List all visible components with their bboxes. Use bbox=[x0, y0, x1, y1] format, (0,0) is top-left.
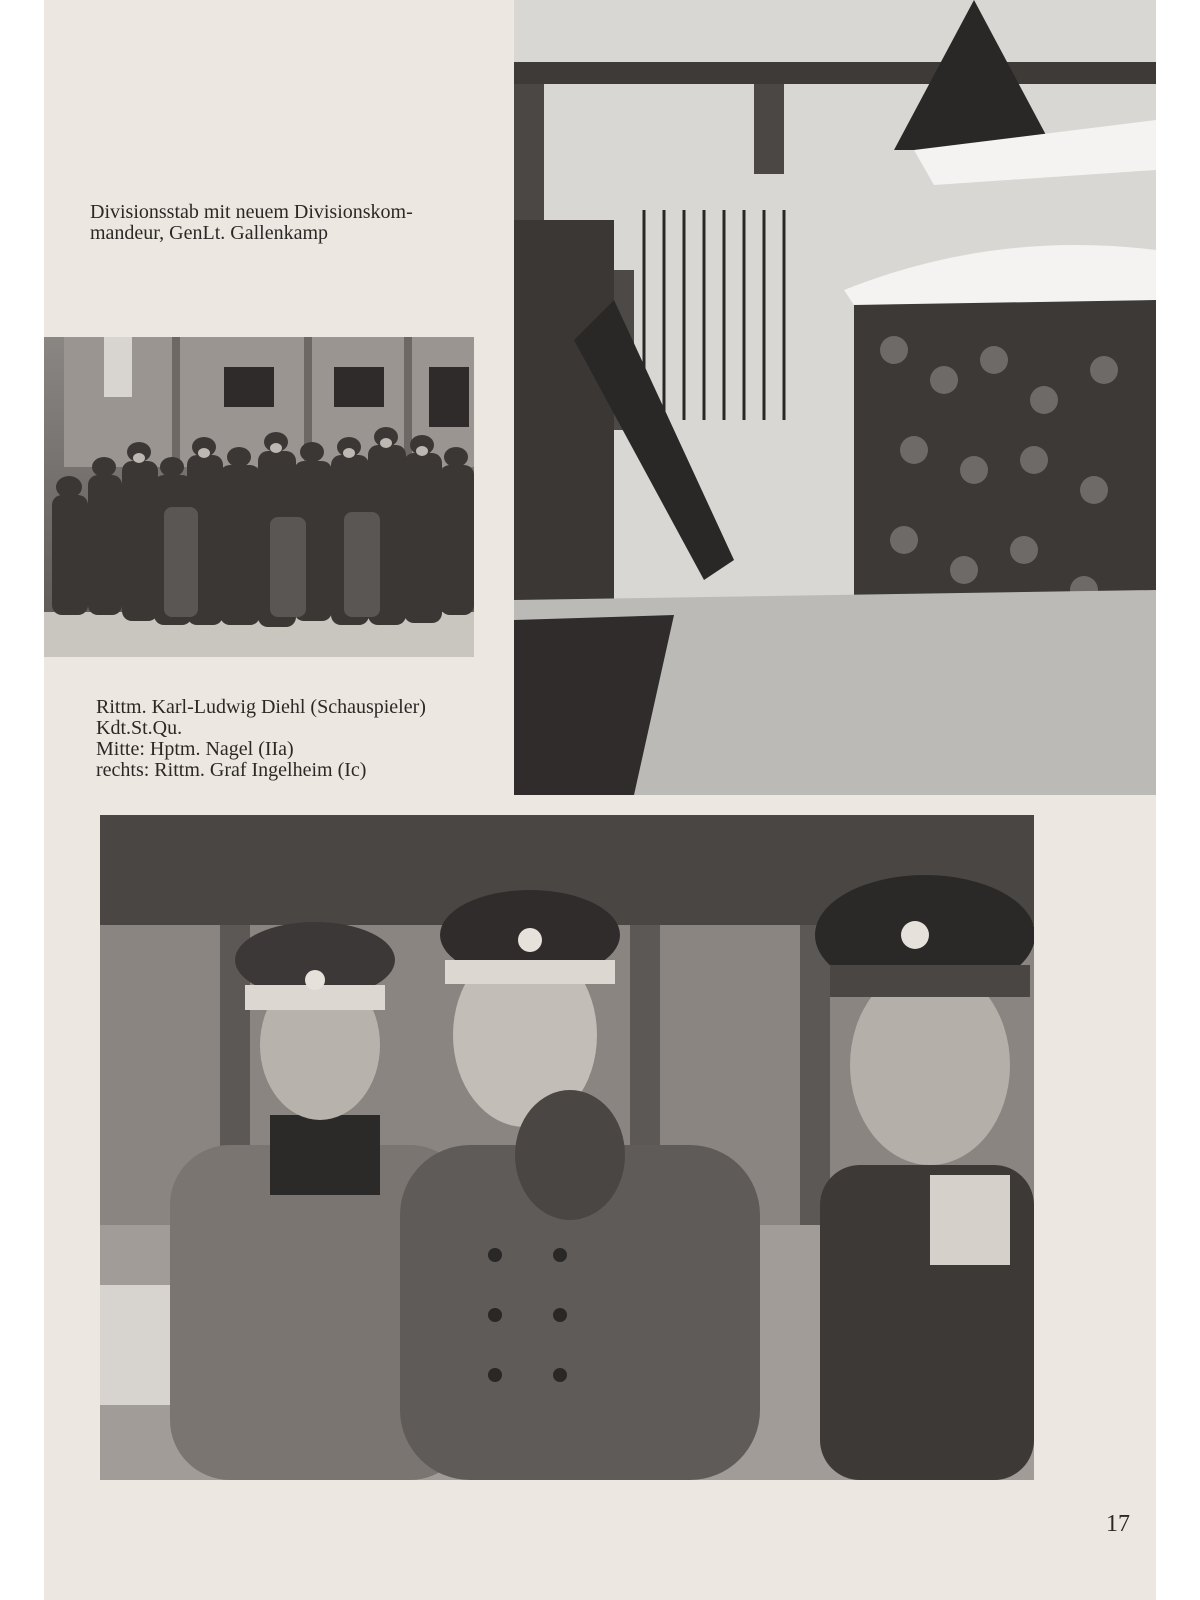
three-officers-photo bbox=[100, 815, 1034, 1480]
officer-right bbox=[815, 875, 1034, 1480]
book-page bbox=[44, 0, 1156, 1600]
caption-line: mandeur, GenLt. Gallenkamp bbox=[90, 222, 329, 244]
snow-courtyard-illustration bbox=[514, 0, 1156, 795]
three-officers-illustration bbox=[100, 815, 1034, 1480]
caption-line: Mitte: Hptm. Nagel (IIa) bbox=[96, 738, 294, 760]
snow-courtyard-photo bbox=[514, 0, 1156, 795]
caption-division-staff bbox=[90, 202, 413, 244]
caption-line: Divisionsstab mit neuem Divisionskom- bbox=[90, 201, 413, 223]
caption-line: rechts: Rittm. Graf Ingelheim (Ic) bbox=[96, 759, 367, 781]
caption-line: Kdt.St.Qu. bbox=[96, 717, 183, 739]
staff-group-photo bbox=[44, 337, 474, 657]
staff-group-illustration bbox=[44, 337, 474, 657]
caption-officers bbox=[96, 697, 426, 781]
page-number: 17 bbox=[1106, 1511, 1130, 1537]
caption-line: Rittm. Karl-Ludwig Diehl (Schauspieler) bbox=[96, 696, 426, 718]
